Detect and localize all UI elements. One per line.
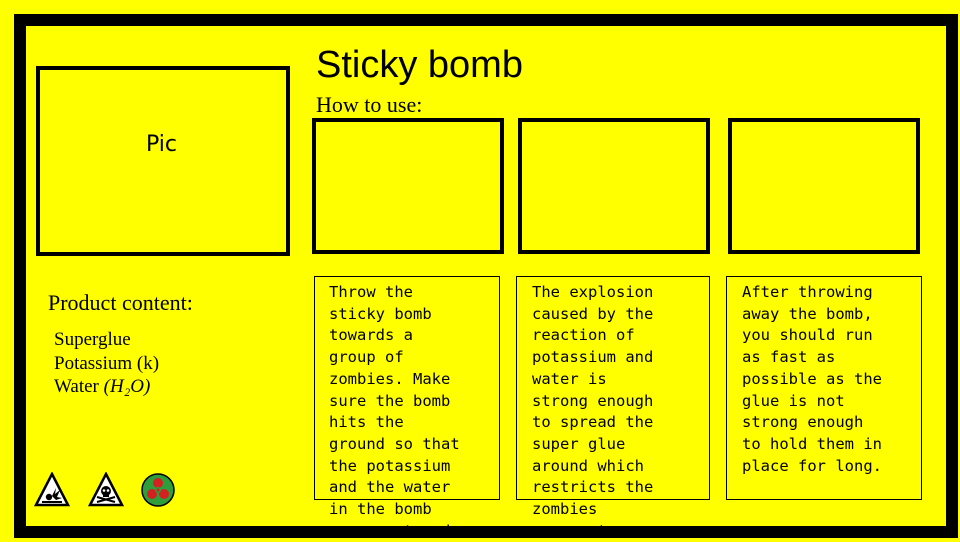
product-item [54, 352, 159, 376]
slide-title: Sticky bomb [316, 44, 523, 86]
product-content-heading: Product content: [48, 290, 193, 315]
biohazard-icon [140, 472, 176, 508]
step-2-text: The explosion caused by the reaction of potassium and water is strong enough to spread the super glue around which restricts the zombies movement. [532, 283, 654, 540]
step-3-image-box [728, 118, 920, 254]
picture-label: Pic [146, 132, 177, 157]
toxic-skull-hazard-icon [88, 472, 124, 508]
step-1-image-box [312, 118, 504, 254]
picture-placeholder [36, 66, 290, 256]
how-to-use-heading: How to use: [316, 92, 423, 117]
step-3-text: After throwing away the bomb, you should run as fast as possible as the glue is not strong enough to hold them in place for long. [742, 283, 882, 475]
step-1-text: Throw the sticky bomb towards a group of zombies. Make sure the bomb hits the ground so that the potassium and the water in the bomb can react and [329, 283, 460, 540]
explosive-hazard-icon [34, 472, 70, 508]
product-item [54, 328, 159, 352]
product-content-list [54, 328, 159, 399]
product-item-name: Water [54, 376, 99, 397]
step-2-image-box [518, 118, 710, 254]
product-item-name: Potassium (k) [54, 352, 160, 374]
product-item-name: Superglue [54, 329, 131, 350]
product-item [54, 375, 159, 399]
product-item-formula: (H₂O) [103, 376, 151, 397]
